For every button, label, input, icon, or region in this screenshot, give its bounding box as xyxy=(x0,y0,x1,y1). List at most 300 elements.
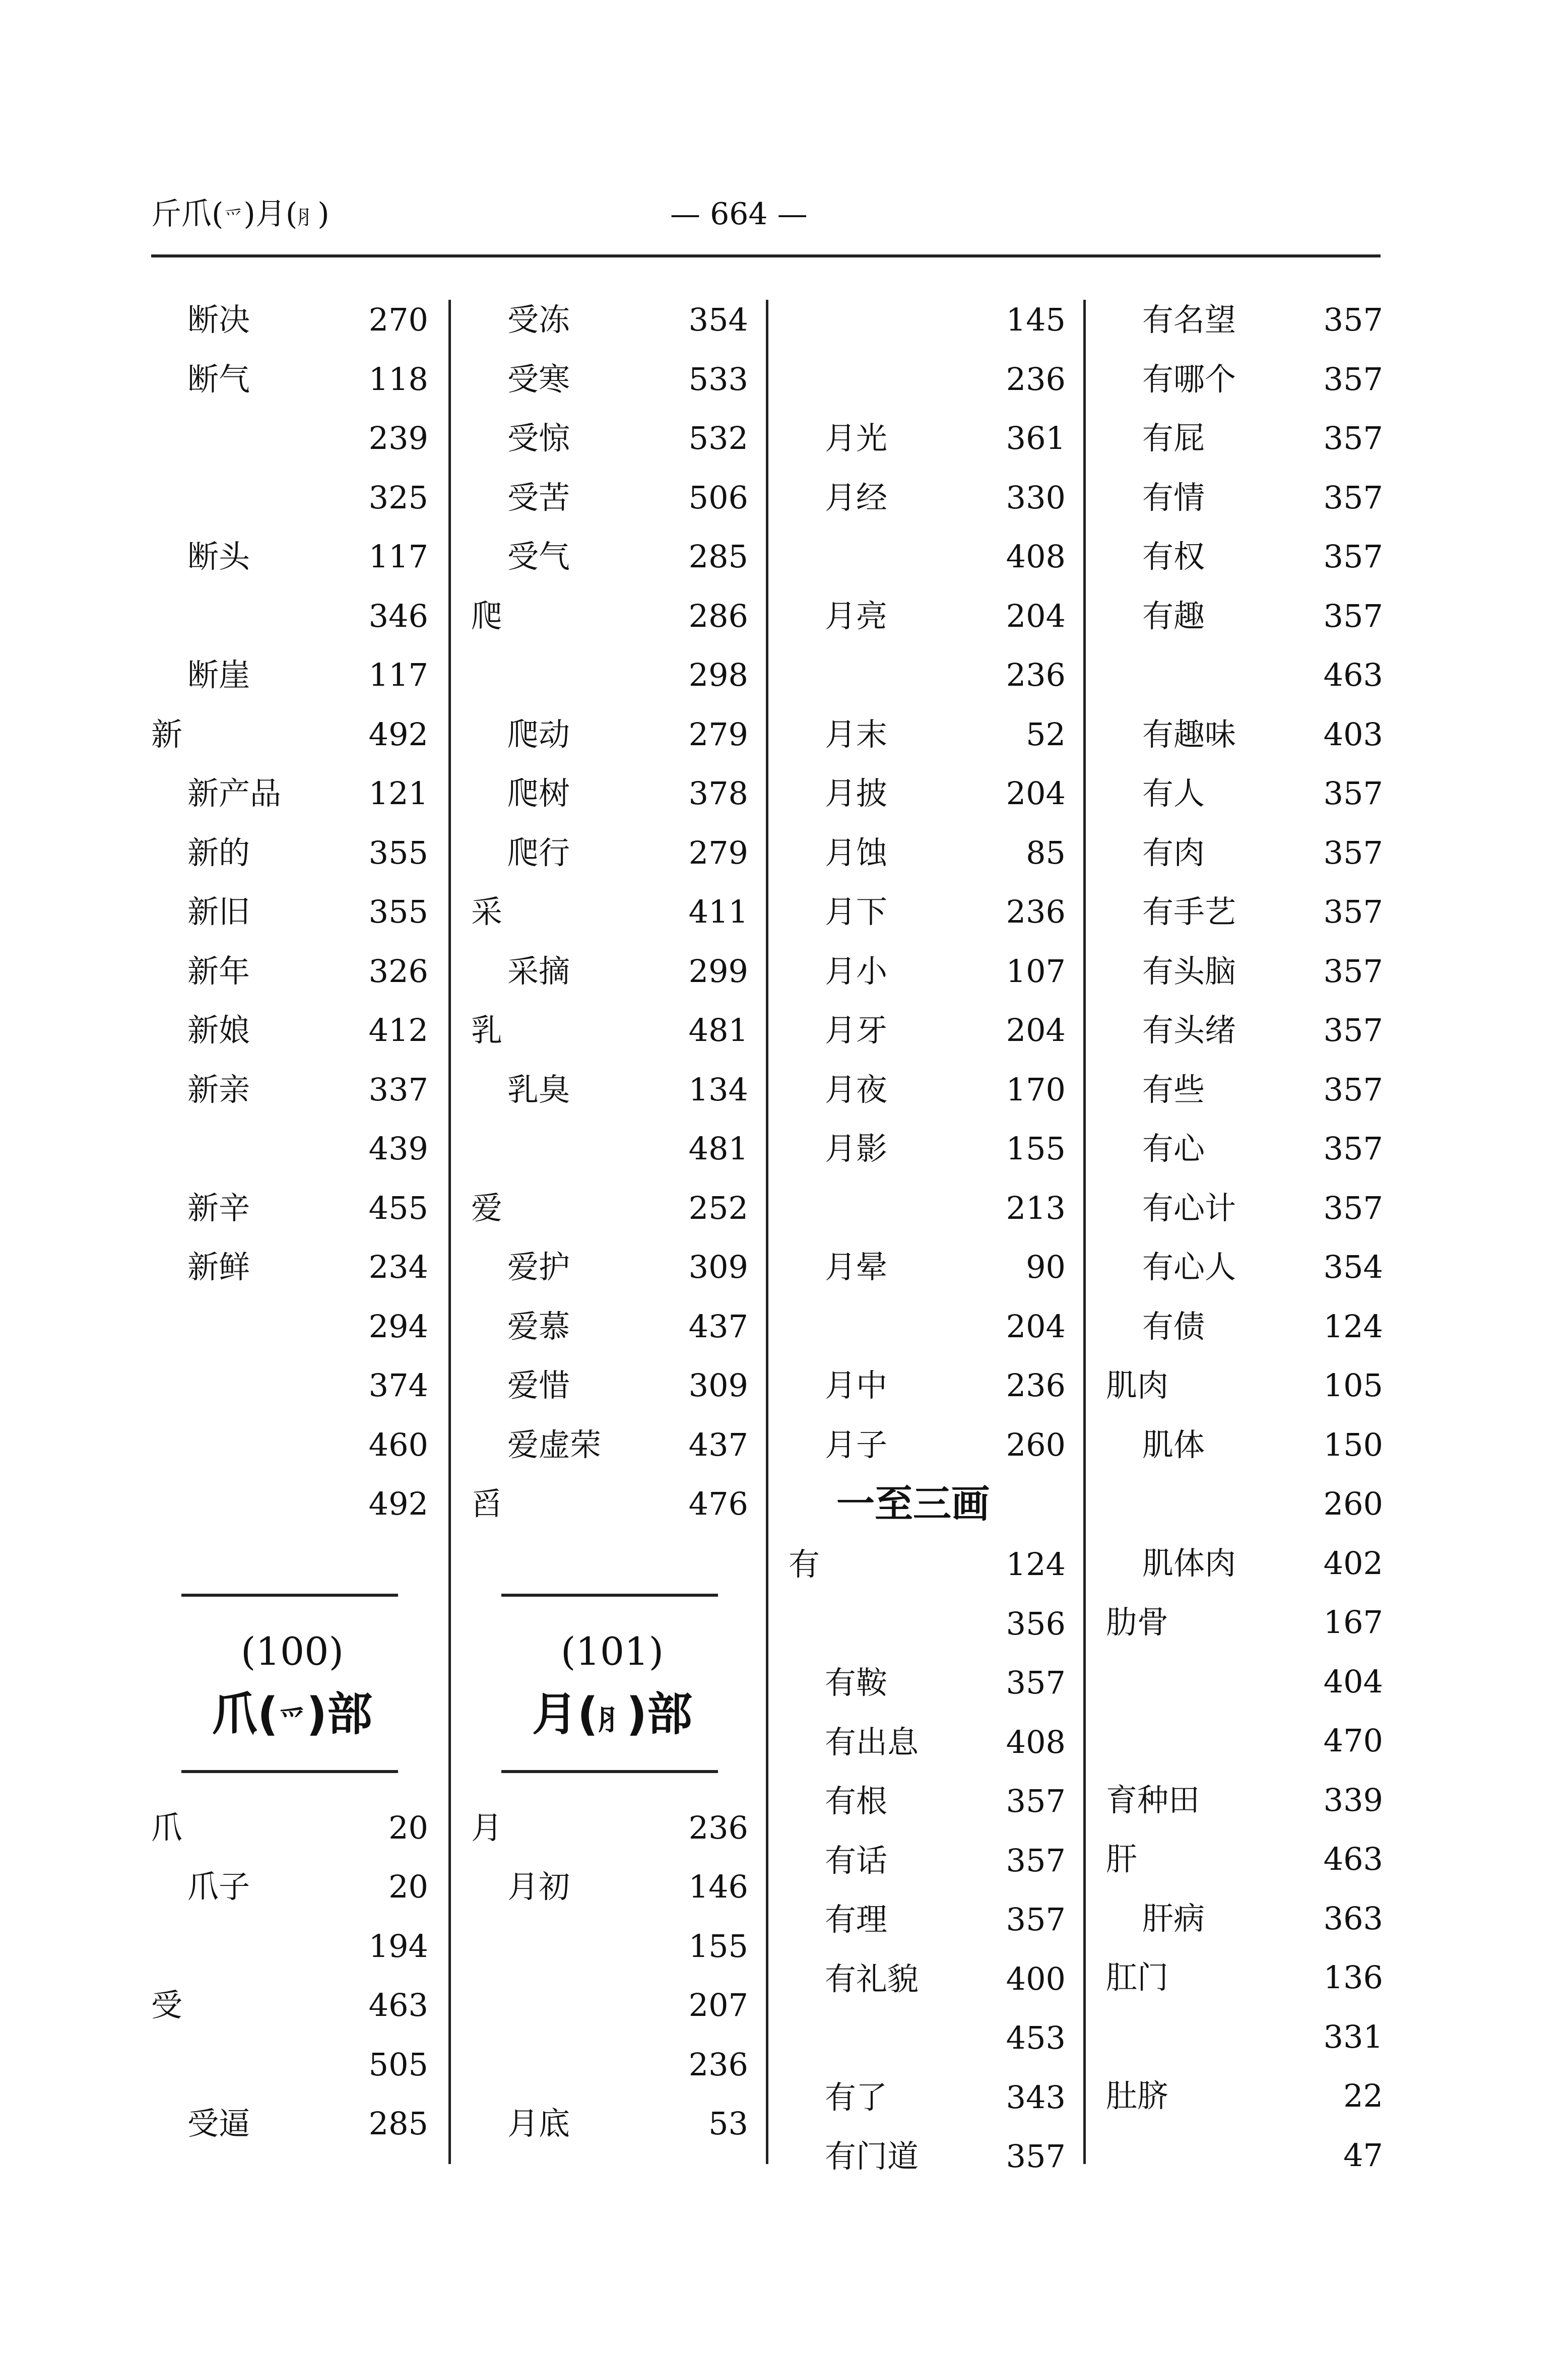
index-entry xyxy=(1106,1425,1388,1465)
index-term: 新 xyxy=(151,715,183,753)
index-entry xyxy=(151,2045,433,2085)
index-term: 月牙 xyxy=(825,1012,888,1049)
index-term: 受 xyxy=(151,1987,183,2023)
section-rule-bottom xyxy=(501,1770,718,1773)
index-term: 受逼 xyxy=(187,2105,250,2142)
index-entry xyxy=(789,596,1071,636)
index-term: 有门道 xyxy=(825,2138,919,2175)
index-page-number: 357 xyxy=(1006,1664,1066,1701)
index-entry xyxy=(789,951,1071,992)
index-entry xyxy=(471,1010,753,1051)
index-page-number: 378 xyxy=(688,775,748,812)
index-term: 有出息 xyxy=(825,1723,919,1760)
index-page-number: 236 xyxy=(1006,1367,1066,1404)
index-entry xyxy=(1106,2017,1388,2057)
index-term: 断决 xyxy=(187,301,250,338)
header-label-part: 爫 xyxy=(223,206,244,229)
index-term: 爱慕 xyxy=(507,1307,570,1345)
index-entry xyxy=(471,1070,753,1110)
index-page-number: 22 xyxy=(1343,2077,1383,2114)
index-entry xyxy=(789,1306,1071,1347)
index-entry xyxy=(1106,1484,1388,1524)
index-term: 受气 xyxy=(507,538,570,575)
index-entry xyxy=(471,951,753,992)
index-term: 受惊 xyxy=(507,420,570,456)
index-entry xyxy=(151,714,433,755)
index-page-number: 412 xyxy=(368,1012,428,1049)
index-term: 有礼貌 xyxy=(825,1960,919,1997)
radical-section-title xyxy=(151,1687,433,1748)
index-entry xyxy=(789,1425,1071,1465)
index-page-number: 355 xyxy=(368,834,428,871)
index-page-number: 455 xyxy=(368,1189,428,1226)
index-page-number: 357 xyxy=(1323,420,1383,456)
index-term: 肝 xyxy=(1106,1841,1138,1877)
section-rule-top xyxy=(501,1594,718,1597)
index-page-number: 145 xyxy=(1006,301,1066,338)
index-page-number: 357 xyxy=(1006,1901,1066,1938)
section-title-part: 月( xyxy=(532,1687,598,1741)
section-title-part: )部 xyxy=(626,1687,693,1741)
index-page-number: 363 xyxy=(1323,1900,1383,1937)
section-title-part: )部 xyxy=(306,1687,373,1741)
index-term: 有肉 xyxy=(1142,834,1205,871)
index-entry xyxy=(789,2018,1071,2058)
index-term: 有手艺 xyxy=(1142,893,1236,930)
index-entry xyxy=(789,1010,1071,1051)
index-entry xyxy=(1106,478,1388,518)
index-entry xyxy=(789,2136,1071,2177)
index-term: 受冻 xyxy=(507,301,570,338)
index-term: 月光 xyxy=(825,420,888,456)
index-entry xyxy=(471,300,753,340)
index-page-number: 107 xyxy=(1006,952,1066,990)
index-entry xyxy=(151,773,433,814)
index-entry xyxy=(151,1365,433,1406)
index-entry xyxy=(471,1808,753,1848)
index-term: 有趣味 xyxy=(1142,715,1236,753)
index-page-number: 204 xyxy=(1006,597,1066,634)
index-entry xyxy=(471,1867,753,1907)
index-entry xyxy=(1106,1543,1388,1584)
index-entry xyxy=(471,833,753,873)
index-term: 采 xyxy=(471,893,503,930)
index-entry xyxy=(789,359,1071,400)
stroke-count-heading: 一至三画 xyxy=(836,1481,990,1526)
index-page-number: 330 xyxy=(1006,479,1066,516)
index-term: 爱惜 xyxy=(507,1367,570,1404)
header-label-part: 斤爪( xyxy=(151,197,224,232)
index-term: 月中 xyxy=(825,1367,888,1404)
index-page-number: 309 xyxy=(688,1249,748,1285)
index-term: 月 xyxy=(471,1809,503,1846)
index-entry xyxy=(1106,1070,1388,1110)
index-page-number: 136 xyxy=(1323,1959,1383,1996)
header-label-part: ) xyxy=(317,197,330,232)
index-term: 有哪个 xyxy=(1142,360,1236,398)
index-entry xyxy=(151,1985,433,2025)
index-page-number: 167 xyxy=(1323,1604,1383,1641)
index-page-number: 476 xyxy=(688,1485,748,1522)
index-entry xyxy=(789,1247,1071,1287)
index-page-number: 481 xyxy=(688,1130,748,1167)
index-entry xyxy=(789,1544,1071,1585)
index-page-number: 90 xyxy=(1026,1249,1066,1285)
index-page-number: 236 xyxy=(1006,893,1066,930)
index-term: 断崖 xyxy=(187,657,250,693)
index-term: 月经 xyxy=(825,479,888,516)
index-page-number: 326 xyxy=(368,952,428,990)
index-entry xyxy=(151,1808,433,1848)
index-page-number: 357 xyxy=(1323,775,1383,812)
index-entry xyxy=(471,1985,753,2025)
index-page-number: 337 xyxy=(368,1071,428,1108)
index-term: 有心计 xyxy=(1142,1189,1236,1226)
index-entry xyxy=(789,418,1071,459)
column-divider xyxy=(448,300,451,2164)
index-term: 月夜 xyxy=(825,1071,888,1108)
index-entry xyxy=(1106,1839,1388,1879)
column-divider xyxy=(1083,300,1086,2164)
index-term: 爪 xyxy=(151,1809,183,1846)
index-column xyxy=(1106,0,1388,2174)
index-page-number: 437 xyxy=(688,1307,748,1345)
index-term: 有债 xyxy=(1142,1307,1205,1345)
index-page-number: 343 xyxy=(1006,2078,1066,2116)
index-term: 爪子 xyxy=(187,1868,250,1905)
index-entry xyxy=(789,537,1071,577)
index-term: 有头绪 xyxy=(1142,1012,1236,1049)
index-term: 有理 xyxy=(825,1901,888,1938)
index-page-number: 408 xyxy=(1006,538,1066,575)
index-term: 有人 xyxy=(1142,775,1205,812)
index-entry xyxy=(151,1188,433,1228)
index-term: 采摘 xyxy=(507,952,570,990)
index-term: 受寒 xyxy=(507,360,570,398)
index-page-number: 400 xyxy=(1006,1960,1066,1997)
index-entry xyxy=(789,478,1071,518)
index-page-number: 325 xyxy=(368,479,428,516)
index-page-number: 118 xyxy=(368,360,428,398)
index-term: 新的 xyxy=(187,834,250,871)
index-page-number: 357 xyxy=(1323,301,1383,338)
index-entry xyxy=(471,655,753,695)
index-entry xyxy=(151,892,433,932)
index-term: 新辛 xyxy=(187,1189,250,1226)
index-page-number: 402 xyxy=(1323,1544,1383,1582)
index-entry xyxy=(789,1365,1071,1406)
index-page-number: 357 xyxy=(1006,1842,1066,1879)
index-entry xyxy=(789,714,1071,755)
index-term: 有了 xyxy=(825,2078,888,2116)
index-page-number: 124 xyxy=(1006,1546,1066,1583)
index-page-number: 463 xyxy=(1323,1841,1383,1877)
index-page-number: 20 xyxy=(388,1868,428,1905)
index-page-number: 357 xyxy=(1006,2138,1066,2175)
index-term: 肌体肉 xyxy=(1142,1544,1236,1582)
index-term: 有权 xyxy=(1142,538,1205,575)
index-entry xyxy=(1106,1957,1388,1998)
index-entry xyxy=(1106,1188,1388,1228)
index-column xyxy=(789,0,1071,2175)
index-term: 有根 xyxy=(825,1783,888,1819)
index-page-number: 374 xyxy=(368,1367,428,1404)
index-entry xyxy=(1106,1602,1388,1643)
index-entry xyxy=(1106,1721,1388,1761)
index-term: 新年 xyxy=(187,952,250,990)
section-rule-bottom xyxy=(181,1770,398,1773)
index-page-number: 294 xyxy=(368,1307,428,1345)
index-entry xyxy=(471,1247,753,1287)
index-entry xyxy=(151,833,433,873)
index-entry xyxy=(151,951,433,992)
index-page-number: 357 xyxy=(1323,1189,1383,1226)
index-page-number: 285 xyxy=(688,538,748,575)
index-page-number: 357 xyxy=(1323,1071,1383,1108)
index-page-number: 506 xyxy=(688,479,748,516)
index-entry xyxy=(1106,714,1388,755)
index-term: 乳臭 xyxy=(507,1071,570,1108)
index-term: 月蚀 xyxy=(825,834,888,871)
index-entry xyxy=(151,300,433,340)
index-term: 新旧 xyxy=(187,893,250,930)
index-entry xyxy=(151,537,433,577)
header-label-part: ⺼ xyxy=(297,206,318,229)
index-term: 有话 xyxy=(825,1842,888,1879)
index-entry xyxy=(471,2104,753,2144)
index-page-number: 239 xyxy=(368,420,428,456)
index-term: 新产品 xyxy=(187,775,282,812)
index-entry xyxy=(789,1070,1071,1110)
index-page-number: 124 xyxy=(1323,1307,1383,1345)
index-page-number: 236 xyxy=(1006,360,1066,398)
index-entry xyxy=(151,1010,433,1051)
index-page-number: 361 xyxy=(1006,420,1066,456)
index-page-number: 357 xyxy=(1323,893,1383,930)
index-page-number: 357 xyxy=(1323,1012,1383,1049)
index-entry xyxy=(1106,596,1388,636)
index-entry xyxy=(1106,833,1388,873)
index-entry xyxy=(151,418,433,459)
index-entry xyxy=(151,478,433,518)
index-entry xyxy=(789,1781,1071,1821)
index-entry xyxy=(471,2045,753,2085)
index-page-number: 236 xyxy=(688,2046,748,2083)
section-title-part: 爫 xyxy=(278,1704,306,1737)
index-entry xyxy=(1106,418,1388,459)
index-entry xyxy=(789,1841,1071,1881)
index-term: 舀 xyxy=(471,1485,503,1522)
index-term: 爬 xyxy=(471,597,503,634)
index-page-number: 492 xyxy=(368,1485,428,1522)
index-page-number: 339 xyxy=(1323,1781,1383,1818)
index-entry xyxy=(1106,655,1388,695)
index-term: 肋骨 xyxy=(1106,1604,1169,1641)
index-entry xyxy=(151,1247,433,1287)
index-page-number: 85 xyxy=(1026,834,1066,871)
index-entry xyxy=(789,892,1071,932)
index-term: 新亲 xyxy=(187,1071,250,1108)
index-entry xyxy=(151,596,433,636)
index-page-number: 204 xyxy=(1006,775,1066,812)
index-page-number: 260 xyxy=(1323,1485,1383,1522)
index-entry xyxy=(471,1188,753,1228)
index-term: 爬树 xyxy=(507,775,570,812)
index-page-number: 285 xyxy=(368,2105,428,2142)
index-term: 月影 xyxy=(825,1130,888,1167)
index-term: 乳 xyxy=(471,1012,503,1049)
index-term: 月小 xyxy=(825,952,888,990)
index-term: 育种田 xyxy=(1106,1781,1200,1818)
index-page-number: 357 xyxy=(1323,360,1383,398)
index-entry xyxy=(151,2104,433,2144)
index-term: 爱护 xyxy=(507,1249,570,1285)
index-page-number: 234 xyxy=(368,1249,428,1285)
index-term: 爬行 xyxy=(507,834,570,871)
index-page-number: 463 xyxy=(1323,657,1383,693)
index-entry xyxy=(151,1425,433,1465)
index-entry xyxy=(471,1926,753,1967)
index-page-number: 117 xyxy=(368,538,428,575)
index-entry xyxy=(789,773,1071,814)
index-entry xyxy=(471,1365,753,1406)
section-rule-top xyxy=(181,1594,398,1597)
index-entry xyxy=(1106,2135,1388,2176)
index-entry xyxy=(151,1867,433,1907)
index-term: 断头 xyxy=(187,538,250,575)
index-page-number: 357 xyxy=(1323,834,1383,871)
page-number: — 664 — xyxy=(670,197,808,232)
radical-section-title xyxy=(471,1687,753,1748)
index-term: 肛门 xyxy=(1106,1959,1169,1996)
index-entry xyxy=(789,1663,1071,1703)
index-page-number: 460 xyxy=(368,1426,428,1463)
index-term: 受苦 xyxy=(507,479,570,516)
index-page-number: 470 xyxy=(1323,1722,1383,1759)
index-entry xyxy=(789,1188,1071,1228)
index-page-number: 331 xyxy=(1323,2018,1383,2055)
index-entry xyxy=(1106,1365,1388,1406)
index-entry xyxy=(151,1129,433,1169)
index-entry xyxy=(151,1306,433,1347)
index-page-number: 260 xyxy=(1006,1426,1066,1463)
index-term: 有 xyxy=(789,1546,820,1583)
index-term: 月披 xyxy=(825,775,888,812)
index-term: 有些 xyxy=(1142,1071,1205,1108)
index-term: 有屁 xyxy=(1142,420,1205,456)
index-page-number: 52 xyxy=(1026,715,1066,753)
index-page-number: 194 xyxy=(368,1927,428,1965)
index-entry xyxy=(151,359,433,400)
index-page-number: 357 xyxy=(1006,1783,1066,1819)
index-term: 月底 xyxy=(507,2105,570,2142)
index-entry xyxy=(789,1604,1071,1644)
index-term: 月亮 xyxy=(825,597,888,634)
index-entry xyxy=(151,1070,433,1110)
index-page-number: 403 xyxy=(1323,715,1383,753)
index-page-number: 207 xyxy=(688,1987,748,2023)
index-entry xyxy=(1106,1306,1388,1347)
index-page-number: 134 xyxy=(688,1071,748,1108)
index-entry xyxy=(151,1926,433,1967)
index-term: 爱虚荣 xyxy=(507,1426,602,1463)
index-page-number: 492 xyxy=(368,715,428,753)
radical-section-number: (100) xyxy=(240,1628,344,1674)
index-entry xyxy=(471,596,753,636)
column-divider xyxy=(766,300,768,2164)
index-page-number: 481 xyxy=(688,1012,748,1049)
index-entry xyxy=(1106,1662,1388,1702)
index-entry xyxy=(471,418,753,459)
index-term: 有情 xyxy=(1142,479,1205,516)
radical-section-number: (101) xyxy=(560,1628,664,1674)
index-term: 爬动 xyxy=(507,715,570,753)
index-page-number: 155 xyxy=(688,1927,748,1965)
index-page-number: 150 xyxy=(1323,1426,1383,1463)
section-title-part: ⺼ xyxy=(598,1704,626,1737)
index-entry xyxy=(471,1306,753,1347)
index-entry xyxy=(471,714,753,755)
index-page-number: 270 xyxy=(368,301,428,338)
index-entry xyxy=(1106,359,1388,400)
index-entry xyxy=(151,655,433,695)
index-term: 新鲜 xyxy=(187,1249,250,1285)
index-page-number: 437 xyxy=(688,1426,748,1463)
index-page-number: 155 xyxy=(1006,1130,1066,1167)
index-page-number: 299 xyxy=(688,952,748,990)
index-page-number: 20 xyxy=(388,1809,428,1846)
index-page-number: 298 xyxy=(688,657,748,693)
index-page-number: 356 xyxy=(1006,1605,1066,1642)
index-page-number: 213 xyxy=(1006,1189,1066,1226)
index-page-number: 204 xyxy=(1006,1012,1066,1049)
index-entry xyxy=(471,1484,753,1524)
index-term: 有心 xyxy=(1142,1130,1205,1167)
index-term: 有头脑 xyxy=(1142,952,1236,990)
index-entry xyxy=(151,1484,433,1524)
index-term: 爱 xyxy=(471,1189,503,1226)
index-entry xyxy=(789,833,1071,873)
index-page-number: 47 xyxy=(1343,2136,1383,2174)
index-entry xyxy=(1106,300,1388,340)
index-term: 月子 xyxy=(825,1426,888,1463)
index-entry xyxy=(471,892,753,932)
index-entry xyxy=(789,1722,1071,1762)
index-entry xyxy=(1106,1899,1388,1939)
index-entry xyxy=(1106,1129,1388,1169)
index-term: 断气 xyxy=(187,360,250,398)
index-page-number: 252 xyxy=(688,1189,748,1226)
index-entry xyxy=(471,1425,753,1465)
index-entry xyxy=(471,1129,753,1169)
index-page-number: 146 xyxy=(688,1868,748,1905)
index-page-number: 533 xyxy=(688,360,748,398)
index-page-number: 463 xyxy=(368,1987,428,2023)
index-entry xyxy=(471,773,753,814)
index-page-number: 286 xyxy=(688,597,748,634)
index-term: 月末 xyxy=(825,715,888,753)
index-term: 有鞍 xyxy=(825,1664,888,1701)
index-entry xyxy=(1106,773,1388,814)
index-term: 月下 xyxy=(825,893,888,930)
index-page-number: 121 xyxy=(368,775,428,812)
index-entry xyxy=(1106,1780,1388,1820)
index-entry xyxy=(1106,2076,1388,2116)
index-page-number: 236 xyxy=(688,1809,748,1846)
index-entry xyxy=(1106,951,1388,992)
index-entry xyxy=(471,537,753,577)
index-page-number: 236 xyxy=(1006,657,1066,693)
